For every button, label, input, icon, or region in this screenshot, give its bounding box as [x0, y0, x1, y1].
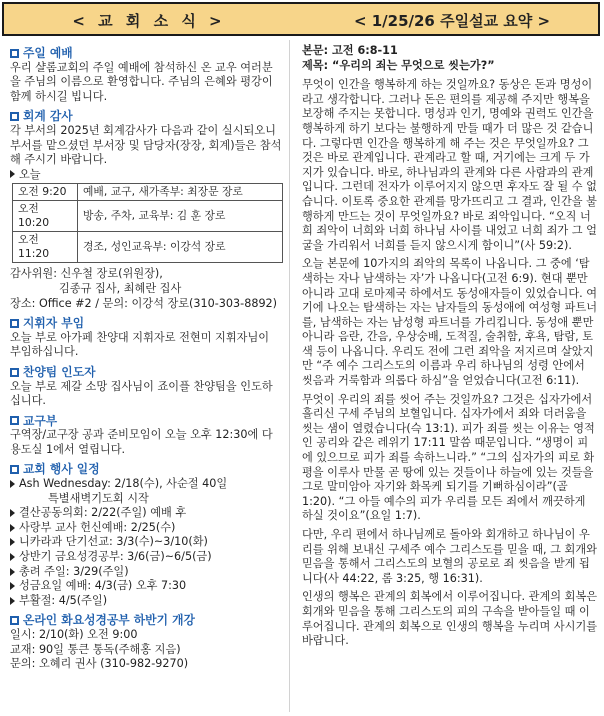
audit-schedule-table: [12, 183, 283, 263]
bible-study-textbook: 교재: 90일 통큰 통독(주해홍 지음): [10, 642, 181, 656]
schedule-desc: 방송, 주차, 교육부: 김 훈 장로: [78, 201, 283, 232]
schedule-desc: 경조, 성인교육부: 이강석 장로: [78, 232, 283, 263]
parish-section-title: 교구부: [10, 414, 283, 429]
praise-body: 오늘 부로 제갈 소망 집사님이 죠이플 찬양팀을 인도하십니다.: [10, 379, 273, 408]
square-bullet-icon: [10, 416, 19, 425]
audit-place: 장소: Office #2 / 문의: 이강석 장로(310-303-8892): [10, 296, 278, 310]
auditors-line: 감사위원: 신우철 장로(위원장),: [10, 267, 163, 281]
header-bar: [2, 2, 600, 36]
triangle-bullet-icon: [10, 582, 15, 590]
church-news-column: [2, 40, 290, 712]
conductor-section-title: 지휘자 부임: [10, 316, 283, 331]
sermon-paragraph: 무엇이 우리의 죄를 씻어 주는 것일까요? 그것은 십자가에서 흘리신 구세 주님의 보혈입니다. 십자가에서 죄와 더러움을 씻는 샘이 열렸습니다(슥 13:1). 피가 죄를 씻는 이유는 영적인 공리와 같은 레위기 17:11 말씀 때문입니다. “생명이 피에 있으므로 피가 죄를 속하느니라.” “그의 십자가의 피로 화평을 이루사 만물 곧 땅에 있는 것들이나 하늘에 있는 것들을 그로 말미암아 자기와 화목케 되기를 기뻐하심이라”(골 1:20). “그 아들 예수의 피가 우리를 모든 죄에서 깨끗하게 하실 것이요”(요일 1:7).: [302, 392, 595, 523]
schedule-time: 오전 11:20: [13, 232, 78, 263]
events-list: [10, 477, 283, 608]
sermon-paragraph: 무엇이 인간을 행복하게 하는 것일까요? 동상은 돈과 명성이라고 생각합니다. 그러나 돈은 편의를 제공해 주지만 행복을 보장해 주지는 못합니다. 명성과 인기, 명예와 권력도 인간을 행복하게 하기 보다는 불행하게 만들 때가 더 많은 것 같습니다. 그렇다면 인간을 행복하게 해 주는 것은 무엇일까요? 그것은 바로 관계입니다. 관계라고 할 때, 거기에는 크게 두 가지가 있습니다. 바로, 하나님과의 관계와 다른 사람과의 관계입니다. 그런데 전자가 이루어지지 않으면 후자도 잘 될 수 없습니다. 이토록 중요한 관계를 망가뜨리고 그 결과, 인간을 불행하게 만드는 것이 무엇일까요? 바로 죄악입니다. “오직 너희 죄악이 너희와 너희 하나님 사이를 내었고 너희 죄가 그 얼굴을 가리워서 너희를 듣지 않으시게 함이니”(사 59:2).: [302, 78, 597, 252]
triangle-bullet-icon: [10, 524, 15, 532]
triangle-bullet-icon: [10, 480, 15, 488]
table-row: [13, 232, 283, 263]
church-news-heading: < 교 회 소 식 >: [72, 12, 226, 30]
sermon-paragraph: 오늘 본문에 10가지의 죄악의 목록이 나옵니다. 그 중에 ‘탐색하는 자나 남색하는 자’가 나옵니다(고전 6:9). 현대 뿐만 아니라 고대 로마제국 하에서도 동성애자들이 있었습니다. 여기에 나오는 탐색하는 자는 남자들의 동성애에 여성형 파트너를, 남색하는 자는 남성형 파트너를 가리킵니다. 동성애 뿐만 아니라 음란, 간음, 우상숭배, 도적질, 술취함, 후욕, 탐람, 토색 등이 나옵니다. 우리도 전에 그런 죄악을 저지르며 살았지만 “주 예수 그리스도의 이름과 우리 하나님의 성령 안에서 씻음과 거룩함과 의롭다 하심”을 얻었습니다(고전 6:11).: [302, 257, 598, 388]
list-item: 상반기 금요성경공부: 3/6(금)~6/5(금): [10, 550, 283, 565]
square-bullet-icon: [10, 319, 19, 328]
triangle-bullet-icon: [10, 568, 15, 576]
list-item: 사랑부 교사 헌신예배: 2/25(수): [10, 521, 283, 536]
table-row: [13, 201, 283, 232]
list-item: 니카라과 단기선교: 3/3(수)~3/10(화): [10, 535, 283, 550]
bible-study-contact: 문의: 오혜리 권사 (310-982-9270): [10, 657, 189, 671]
parish-body: 구역장/교구장 공과 준비모임이 오늘 오후 12:30에 다용도실 1에서 열립니다.: [10, 428, 273, 456]
table-row: [13, 184, 283, 201]
schedule-desc: 예배, 교구, 새가족부: 최장문 장로: [78, 184, 283, 201]
square-bullet-icon: [10, 112, 19, 121]
sermon-column: [294, 40, 602, 712]
square-bullet-icon: [10, 49, 19, 58]
audit-today-label: 오늘: [10, 168, 283, 183]
square-bullet-icon: [10, 368, 19, 377]
triangle-bullet-icon: [10, 170, 15, 178]
worship-body: 우리 샬롬교회의 주일 예배에 참석하신 온 교우 여러분을 주님의 이름으로 환영합니다. 주님의 은혜와 평강이 함께 하시길 빕니다.: [10, 60, 273, 103]
praise-section-title: 찬양팀 인도자: [10, 365, 283, 380]
triangle-bullet-icon: [10, 509, 15, 517]
bible-study-date: 일시: 2/10(화) 오전 9:00: [10, 628, 138, 641]
schedule-time: 오전 9:20: [13, 184, 78, 201]
list-item: 결산공동의회: 2/22(주일) 예배 후: [10, 506, 283, 521]
list-item: 부활절: 4/5(주일): [10, 594, 283, 609]
triangle-bullet-icon: [10, 538, 15, 546]
list-item: 성금요일 예배: 4/3(금) 오후 7:30: [10, 579, 283, 594]
sermon-scripture: 본문: 고전 6:8-11: [302, 44, 398, 57]
auditors-line-cont: 김종규 집사, 최혜란 집사: [59, 281, 182, 295]
sermon-paragraph: 다만, 우리 편에서 하나님께로 돌아와 회개하고 하나님이 우리를 위해 보내신 구세주 예수 그리스도를 믿을 때, 그 회개와 믿음을 통해서 그리스도의 보혈의 공로로 죄 씻음을 받게 됩니다(사 44:22, 롬 3:25, 행 16:31).: [302, 528, 597, 585]
conductor-body: 오늘 부로 아가페 찬양대 지휘자로 전현미 지휘자님이 부임하십니다.: [10, 330, 270, 359]
triangle-bullet-icon: [10, 597, 15, 605]
bible-study-section-title: 온라인 화요성경공부 하반기 개강: [10, 613, 283, 628]
worship-section-title: 주일 예배: [10, 46, 283, 61]
triangle-bullet-icon: [10, 553, 15, 561]
square-bullet-icon: [10, 616, 19, 625]
list-item: Ash Wednesday: 2/18(수), 사순절 40일: [10, 477, 283, 492]
audit-section-title: 회계 감사: [10, 109, 283, 124]
list-item: 총려 주일: 3/29(주일): [10, 565, 283, 580]
sermon-paragraph: 인생의 행복은 관계의 회복에서 이루어집니다. 관계의 회복은 회개와 믿음을 통해 그리스도의 피의 구속을 받아들일 때 이루어집니다. 관계의 회복으로 인생의 행복을 누리며 사시기를 바랍니다.: [302, 590, 598, 648]
square-bullet-icon: [10, 465, 19, 474]
list-item-cont: 특별새벽기도회 시작: [48, 491, 149, 505]
sermon-title: 제목: “우리의 죄는 무엇으로 씻는가?”: [302, 58, 495, 72]
schedule-time: 오전 10:20: [13, 201, 78, 232]
events-section-title: 교회 행사 일정: [10, 462, 283, 477]
sermon-summary-heading: < 1/25/26 주일설교 요약 >: [353, 12, 551, 30]
audit-body: 각 부서의 2025년 회계감사가 다음과 같이 실시되오니 부서를 맡으셨던 부서장 및 담당자(장장, 회계)들은 참석해 주시기 바랍니다.: [10, 123, 282, 167]
